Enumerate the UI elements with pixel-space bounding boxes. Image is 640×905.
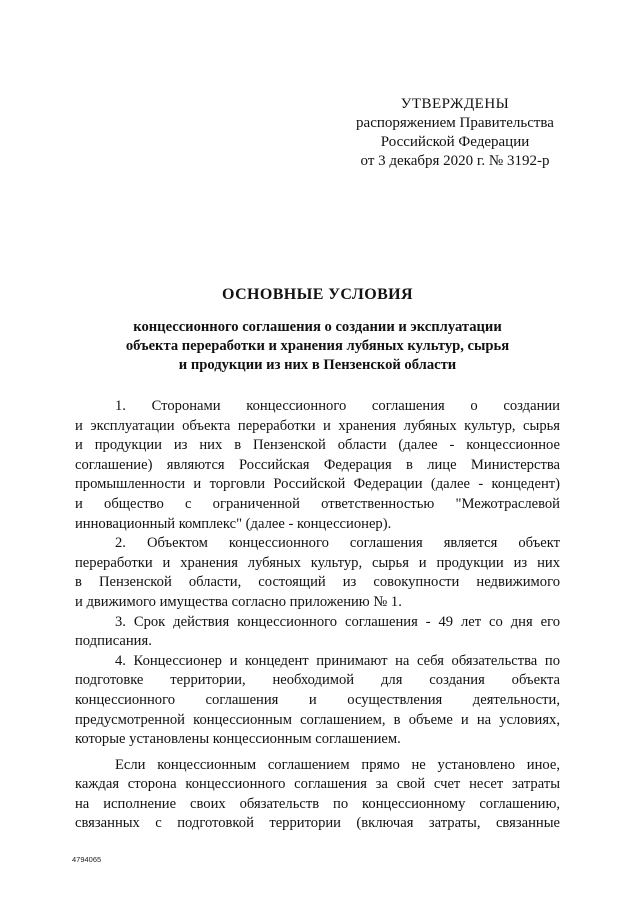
paragraph-line: 4. Концессионер и концедент принимают на себя обязательства по — [115, 652, 560, 669]
paragraph-line: и продукции из них в Пензенской области (далее - концессионное — [75, 437, 560, 454]
paragraph-line: которые установлены концессионным соглашением. — [75, 731, 401, 748]
paragraph-line: концессионного соглашения и осуществления деятельности, — [75, 691, 560, 708]
paragraph-line: связанных с подготовкой территории (включая затраты, связанные — [75, 815, 560, 832]
paragraph-line: каждая сторона концессионного соглашения за свой счет несет затраты — [75, 776, 560, 793]
paragraph-1 — [75, 397, 560, 534]
paragraph-3 — [75, 613, 560, 652]
paragraph-line: 3. Срок действия концессионного соглашения - 49 лет со дня его — [115, 613, 560, 630]
paragraph-2 — [75, 534, 560, 612]
paragraph-line: 1. Сторонами концессионного соглашения о создании — [115, 398, 560, 414]
document-body — [75, 397, 560, 834]
paragraph-line: предусмотренной концессионным соглашением, в объеме и на условиях, — [75, 711, 560, 728]
paragraph-line: и эксплуатации объекта переработки и хранения лубяных культур, сырья — [75, 417, 560, 434]
paragraph-line: в Пензенской области, состоящий из совокупности недвижимого — [75, 574, 560, 591]
paragraph-line: переработки и хранения лубяных культур, сырья и продукции из них — [75, 554, 560, 571]
paragraph-4 — [75, 652, 560, 750]
paragraph-line: инновационный комплекс" (далее - концессионер). — [75, 515, 392, 532]
document-subtitle-line-3: и продукции из них в Пензенской области — [178, 357, 457, 373]
paragraph-line: соглашение) являются Российская Федерация в лице Министерства — [75, 456, 560, 473]
approval-title: УТВЕРЖДЕНЫ — [400, 96, 510, 112]
paragraph-line: подготовке территории, необходимой для создания объекта — [75, 672, 560, 689]
approval-line-3: от 3 декабря 2020 г. № 3192-р — [360, 153, 550, 169]
document-code: 4794065 — [72, 855, 102, 864]
paragraph-5 — [75, 756, 560, 834]
approval-line-2: Российской Федерации — [380, 134, 530, 150]
paragraph-line: Если концессионным соглашением прямо не установлено иное, — [115, 756, 560, 773]
paragraph-line: подписания. — [75, 633, 152, 650]
paragraph-line: и общество с ограниченной ответственностью "Межотраслевой — [75, 495, 560, 512]
paragraph-line: 2. Объектом концессионного соглашения является объект — [115, 535, 560, 552]
approval-line-1: распоряжением Правительства — [356, 115, 554, 131]
document-title: ОСНОВНЫЕ УСЛОВИЯ — [222, 286, 413, 303]
document-subtitle-line-2: объекта переработки и хранения лубяных культур, сырья — [125, 338, 510, 354]
paragraph-line: на исполнение своих обязательств по концессионному соглашению, — [75, 795, 560, 812]
paragraph-line: промышленности и торговли Российской Федерации (далее - концедент) — [75, 476, 560, 493]
approval-block — [330, 95, 580, 171]
paragraph-line: и движимого имущества согласно приложению № 1. — [75, 593, 402, 610]
document-subtitle-line-1: концессионного соглашения о создании и эксплуатации — [133, 319, 502, 335]
document-heading — [60, 285, 575, 375]
